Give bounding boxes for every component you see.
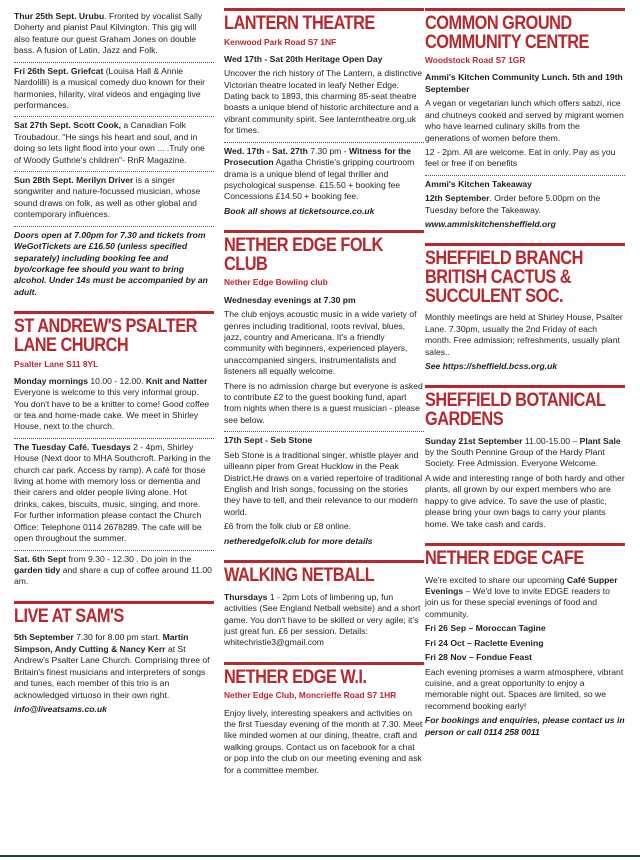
paragraph: Monthly meetings are held at Shirley House, Psalter Lane. 7.30pm, usually the 2nd Friday of each month. Free admission; refreshments, usually plant sales.. — [425, 312, 623, 357]
paragraph: Each evening promises a warm atmosphere, vibrant cuisine, and a great opportunity to enjoy a memorable night out. Spaces are limited, so we recommend booking early! — [425, 666, 624, 711]
event-title: 17th Sept - Seb Stone — [224, 435, 313, 446]
section-divider — [224, 8, 424, 11]
cafe-event-item: Fri 24 Oct – Raclette Evening — [425, 637, 544, 648]
paragraph: Enjoy lively, interesting speakers and activities on the first Tuesday evening of the month at 7.30. Meet like minded women at our dining, theatre, craft and walking groups. Contact us on facebook for a chat or pop into the club on our meeting evening and ask for a committee member. — [224, 707, 423, 775]
section-heading-common-ground: COMMON GROUND COMMUNITY CENTRE — [425, 13, 589, 53]
section-heading-cactus: SHEFFIELD BRANCH BRITISH CACTUS & SUCCULENT SOC. — [425, 248, 583, 307]
event-time: 7.30 pm - — [307, 145, 349, 156]
event-text: 12 - 2pm. All are welcome. Eat in only. Pay as you feel or free if on benefits — [425, 146, 616, 169]
event-heritage-open-day — [224, 51, 424, 143]
event-title: Ammi's Kitchen Community Lunch. 5th and 19th September — [425, 72, 623, 94]
section-heading-botanical: SHEFFIELD BOTANICAL GARDENS — [425, 390, 606, 430]
event-title: Martin Simpson, Andy Cutting & Nancy Kerr — [14, 632, 189, 654]
event-seb-stone — [224, 432, 424, 552]
event-text: a Canadian Folk Troubadour. "He sings his heart and soul, and in doing so lets light flood into your own ... .Truly one of Woody Guthrie's children"- RnR Magazine. — [14, 120, 205, 165]
event-price: £6 from the folk club or £8 online. — [224, 521, 352, 532]
event-martin-simpson — [14, 629, 214, 720]
event-griefcat — [14, 63, 214, 118]
event-ammis-lunch — [425, 69, 625, 175]
event-title: Ammi's Kitchen Takeaway — [425, 178, 532, 189]
event-text: 2 - 4pm, Shirley House (Next door to MHA Southcroft. Parking in the church car park. Access by ramp). A café for those living at home with memory loss or dementia and their carers and older people living alone. Hot drinks, cakes, biscuits, music, singing, and more. For further information please contact the Church Office: Telephone 0114 2678289. The cafe will be open throughout the summer. — [14, 441, 211, 544]
cactus-info — [425, 309, 625, 377]
event-date: Thur 25th Sept. Urubu — [14, 11, 105, 21]
contact-info: For bookings and enquiries, please contact us in person or call 0114 258 0011 — [425, 715, 625, 737]
event-time: from 9.30 - 12.30 . Do join in the — [66, 553, 192, 564]
paragraph: A wide and interesting range of both hardy and other plants, all grown by our expert members who are happy to give advice. To save the use of plastic, please bring your own bags to carry your plants home. We take cash and cards. — [425, 472, 625, 529]
website-link[interactable]: www.ammiskitchensheffield.org — [425, 219, 556, 230]
section-divider — [224, 230, 424, 233]
section-address: Nether Edge Club, Moncrieffe Road S7 1HR — [224, 690, 397, 701]
event-title: Witness for the Prosecution — [224, 145, 411, 168]
event-time: 11.00-15.00 – — [522, 435, 580, 446]
section-address: Nether Edge Bowling club — [224, 277, 328, 288]
section-heading-wi: NETHER EDGE W.I. — [224, 666, 367, 688]
event-title: Knit and Natter — [145, 375, 208, 386]
event-text: Agatha Christie's gripping courtroom drama is a unique blend of legal thriller and psychological suspense. £15.50 + booking fee Concessions £14.50 + booking fee. — [224, 157, 415, 202]
event-text: . Order before 5.00pm on the Tuesday before the Takeaway. — [425, 193, 601, 215]
cafe-event-item: Fri 26 Sep – Moroccan Tagine — [425, 623, 546, 634]
footer-rule — [0, 855, 640, 857]
section-divider — [425, 543, 625, 546]
website-link[interactable]: See https://sheffield.bcss.org.uk — [425, 360, 558, 371]
event-plant-sale — [425, 433, 625, 535]
event-garden-tidy — [14, 551, 214, 593]
event-text: Uncover the rich history of The Lantern, a distinctive Victorian theatre located in leafy Nether Edge. Dating back to 1893, this charming 85-seat theatre boasts a unique blend of historic architecture and a vibrant community spirit. See lanterntheatre.org.uk for times. — [224, 68, 423, 136]
folk-club-intro — [224, 292, 424, 433]
booking-link[interactable]: Book all shows at ticketsource.co.uk — [224, 205, 375, 216]
section-heading-folk-club: NETHER EDGE FOLK CLUB — [224, 235, 383, 275]
event-time: Wednesday evenings at 7.30 pm — [224, 294, 356, 305]
section-heading-cafe: NETHER EDGE CAFE — [425, 547, 584, 569]
event-time: 7.30 for 8.00 pm start. — [73, 632, 163, 643]
cafe-info — [425, 572, 625, 743]
event-text: 1 - 2pm Lots of limbering up, fun activities (See England Netball website) and a short game. You don't have to be skilled or very agile; it's just great fun. £6 per session. Details: whitechristie3@gmail.com — [224, 591, 421, 648]
section-heading-lantern: LANTERN THEATRE — [224, 13, 375, 34]
section-heading-st-andrews: ST ANDREW'S PSALTER LANE CHURCH — [14, 316, 197, 356]
event-text: . Fronted by vocalist Sally Doherty and pianist Paul Kilvington. This gig will also feature our guest Graham Jones on double bass. A fusion of Latin, Jazz and Folk. — [14, 11, 203, 56]
section-divider — [224, 662, 424, 665]
event-text: is a singer songwriter and nature-focussed musician, whose sound draws on folk, as well as other global and contemporary influences. — [14, 175, 201, 220]
event-title: Wed 17th - Sat 20th Heritage Open Day — [224, 53, 383, 64]
event-time: 10.00 - 12.00. — [88, 375, 146, 386]
event-date: 12th September — [425, 193, 490, 204]
section-divider — [425, 385, 625, 388]
event-text: (Louisa Hall & Annie Nardolilli) is a musical comedy duo known for their harmonies, hilarity, viral videos and engaging live performances. — [14, 65, 206, 110]
cafe-event-item: Fri 28 Nov – Fondue Feast — [425, 652, 532, 663]
event-witness-prosecution — [224, 143, 424, 223]
section-divider — [14, 601, 214, 604]
section-divider — [425, 243, 625, 246]
event-text: at St Andrew's Psalter Lane Church. Comprising three of Britain's finest musicians and interpreters of songs and tunes, each member of this trio is an acknowledged virtuoso in their own right. — [14, 643, 210, 700]
doors-note-text: Doors open at 7.00pm for 7.30 and tickets from WeGotTickets are £16.50 (unless specified separately) including booking fee and byo/corkage fee should you want to bring alcohol. Under 14s must be accompanied by an adult. — [14, 229, 208, 297]
paragraph: We're excited to share our upcoming — [425, 574, 567, 585]
event-tuesday-cafe — [14, 439, 214, 551]
event-date: Thursdays — [224, 591, 268, 602]
section-address: Kenwood Park Road S7 1NF — [224, 36, 337, 47]
event-date: Wed. 17th - Sat. 27th — [224, 145, 308, 156]
section-divider — [14, 311, 214, 314]
event-text: A vegan or vegetarian lunch which offers sabzi, rice and chutneys cooked and served by migrant women who have learned culinary skills from the generations of women before them. — [425, 98, 624, 143]
event-date: Sat 27th Sept. Scott Cook, — [14, 120, 121, 131]
section-heading-netball: WALKING NETBALL — [224, 565, 375, 587]
column-right — [425, 8, 625, 743]
column-middle — [224, 8, 424, 781]
event-date: Sunday 21st September — [425, 435, 523, 446]
event-date: Sat. 6th Sept — [14, 553, 67, 564]
event-text: Everyone is welcome to this very informal group. You don't have to be a knitter to come! Good coffee or tea and home-made cake. We meet in Shirley House, next to the church. — [14, 387, 210, 432]
event-date: The Tuesday Café. Tuesdays — [14, 441, 131, 452]
paragraph: – We'd love to invite EDGE readers to join us for these special evenings of food and community. — [425, 586, 610, 619]
event-date: Fri 26th Sept. Griefcat — [14, 65, 104, 76]
website-link[interactable]: netheredgefolk.club for more details — [224, 535, 373, 546]
event-urubu — [14, 8, 214, 63]
doors-note — [14, 227, 214, 304]
event-date: Monday mornings — [14, 375, 89, 386]
paragraph: There is no admission charge but everyone is asked to contribute £2 to the guest booking fund, apart from nights when there is a guest musician - please see below. — [224, 380, 423, 425]
section-divider — [425, 8, 625, 11]
section-heading-live-at-sams: LIVE AT SAM'S — [14, 605, 124, 627]
wi-info — [224, 705, 424, 782]
event-walking-netball — [224, 589, 424, 654]
event-merilyn-driver — [14, 172, 214, 227]
event-title: garden tidy — [14, 565, 61, 575]
column-left — [14, 8, 214, 720]
event-scott-cook — [14, 117, 214, 172]
event-knit-and-natter — [14, 373, 214, 439]
event-text: by the South Pennine Group of the Hardy Plant Society. Free Admission. Everyone Welcome. — [425, 447, 605, 469]
event-text: Seb Stone is a traditional singer, whistle player and uilleann piper from Great Hucklow in the Peak District.He draws on a varied repertoire of traditional English and Irish songs, focussing on the stories they have to tell, and their relevance to our modern world. — [224, 449, 423, 517]
event-title: Café Supper Evenings — [425, 574, 618, 597]
section-divider — [224, 560, 424, 563]
event-date: Sun 28th Sept. Merilyn Driver — [14, 175, 134, 186]
event-ammis-takeaway — [425, 176, 625, 236]
section-address: Woodstock Road S7 1GR — [425, 55, 526, 66]
event-title: Plant Sale — [579, 435, 621, 446]
event-date: 5th September — [14, 632, 74, 643]
section-address: Psalter Lane S11 8YL — [14, 358, 99, 369]
event-text: and share a cup of coffee around 11.00 am. — [14, 565, 212, 587]
paragraph: The club enjoys acoustic music in a wide variety of genres including traditional, roots revival, blues, jazz, country and Americana. It's a friendly community with beginners, experienced players, unaccompanied singers, instrumentalists and listeners all equally welcome. — [224, 309, 417, 377]
email-link[interactable]: info@liveatsams.co.uk — [14, 703, 107, 714]
